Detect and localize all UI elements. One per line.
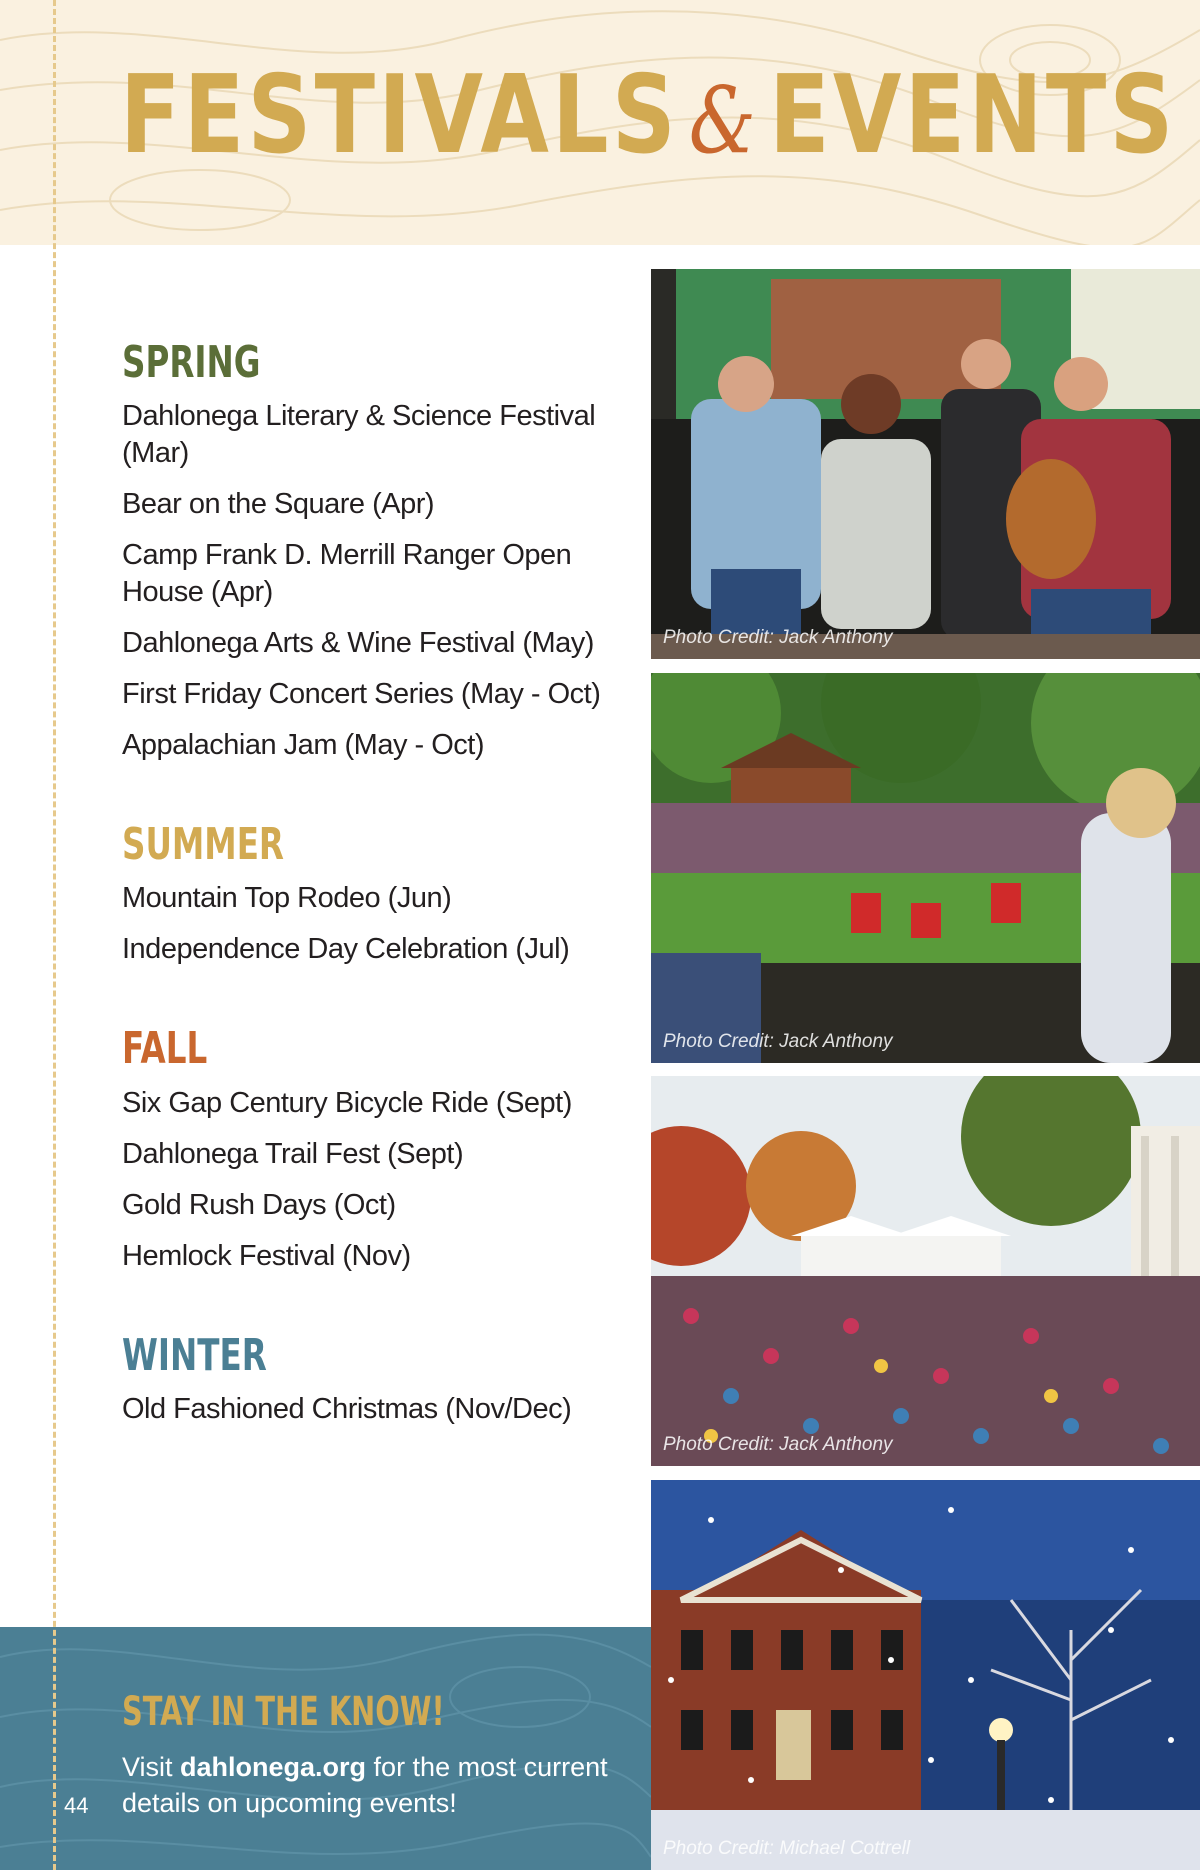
events-list <box>122 337 642 1486</box>
list-item: Old Fashioned Christmas (Nov/Dec) <box>122 1392 572 1425</box>
stay-in-the-know-panel <box>0 1627 651 1870</box>
summer-events <box>122 880 642 968</box>
photo-credit: Photo Credit: Jack Anthony <box>663 1031 893 1052</box>
spring-events <box>122 398 642 764</box>
page-title <box>120 53 1177 178</box>
photo-winter-courthouse <box>651 1480 1200 1870</box>
list-item: Appalachian Jam (May - Oct) <box>122 729 485 762</box>
list-item: Hemlock Festival (Nov) <box>122 1239 411 1272</box>
footer-title: STAY IN THE KNOW! <box>122 1689 445 1735</box>
footer-text-after: for the most current details on upcoming events! <box>122 1752 608 1818</box>
photo-credit: Photo Credit: Michael Cottrell <box>663 1838 911 1859</box>
footer-text-before: Visit <box>122 1752 181 1782</box>
page-header <box>0 0 1200 245</box>
list-item: Mountain Top Rodeo (Jun) <box>122 882 452 915</box>
list-item: Dahlonega Trail Fest (Sept) <box>122 1137 464 1170</box>
list-item: Gold Rush Days (Oct) <box>122 1188 396 1221</box>
season-heading-fall: FALL <box>122 1023 208 1075</box>
title-festivals: FESTIVALS <box>120 53 679 178</box>
list-item: Independence Day Celebration (Jul) <box>122 933 570 966</box>
season-heading-summer: SUMMER <box>122 819 285 871</box>
photo-credit: Photo Credit: Jack Anthony <box>663 1434 893 1455</box>
winter-events <box>122 1391 642 1428</box>
fall-events <box>122 1085 642 1275</box>
photo-band-stage <box>651 269 1200 659</box>
title-ampersand: & <box>688 67 760 174</box>
website-link[interactable]: dahlonega.org <box>180 1752 367 1782</box>
list-item: Six Gap Century Bicycle Ride (Sept) <box>122 1086 572 1119</box>
photo-street-festival <box>651 1076 1200 1466</box>
lawn-crowd-image <box>651 673 1200 1063</box>
winter-courthouse-image <box>651 1480 1200 1870</box>
list-item: Camp Frank D. Merrill Ranger Open House (Apr) <box>122 539 572 609</box>
photo-lawn-crowd <box>651 673 1200 1063</box>
season-heading-winter: WINTER <box>122 1329 267 1381</box>
band-stage-image <box>651 269 1200 659</box>
list-item: Dahlonega Literary & Science Festival (Mar) <box>122 400 596 470</box>
season-heading-spring: SPRING <box>122 337 261 388</box>
list-item: Bear on the Square (Apr) <box>122 488 435 521</box>
photo-credit: Photo Credit: Jack Anthony <box>663 627 893 648</box>
list-item: Dahlonega Arts & Wine Festival (May) <box>122 627 594 660</box>
page-number: 44 <box>64 1793 89 1818</box>
footer-text <box>122 1749 622 1821</box>
dashed-margin-line <box>53 0 56 1870</box>
street-festival-image <box>651 1076 1200 1466</box>
list-item: First Friday Concert Series (May - Oct) <box>122 678 601 711</box>
title-events: EVENTS <box>769 53 1177 178</box>
